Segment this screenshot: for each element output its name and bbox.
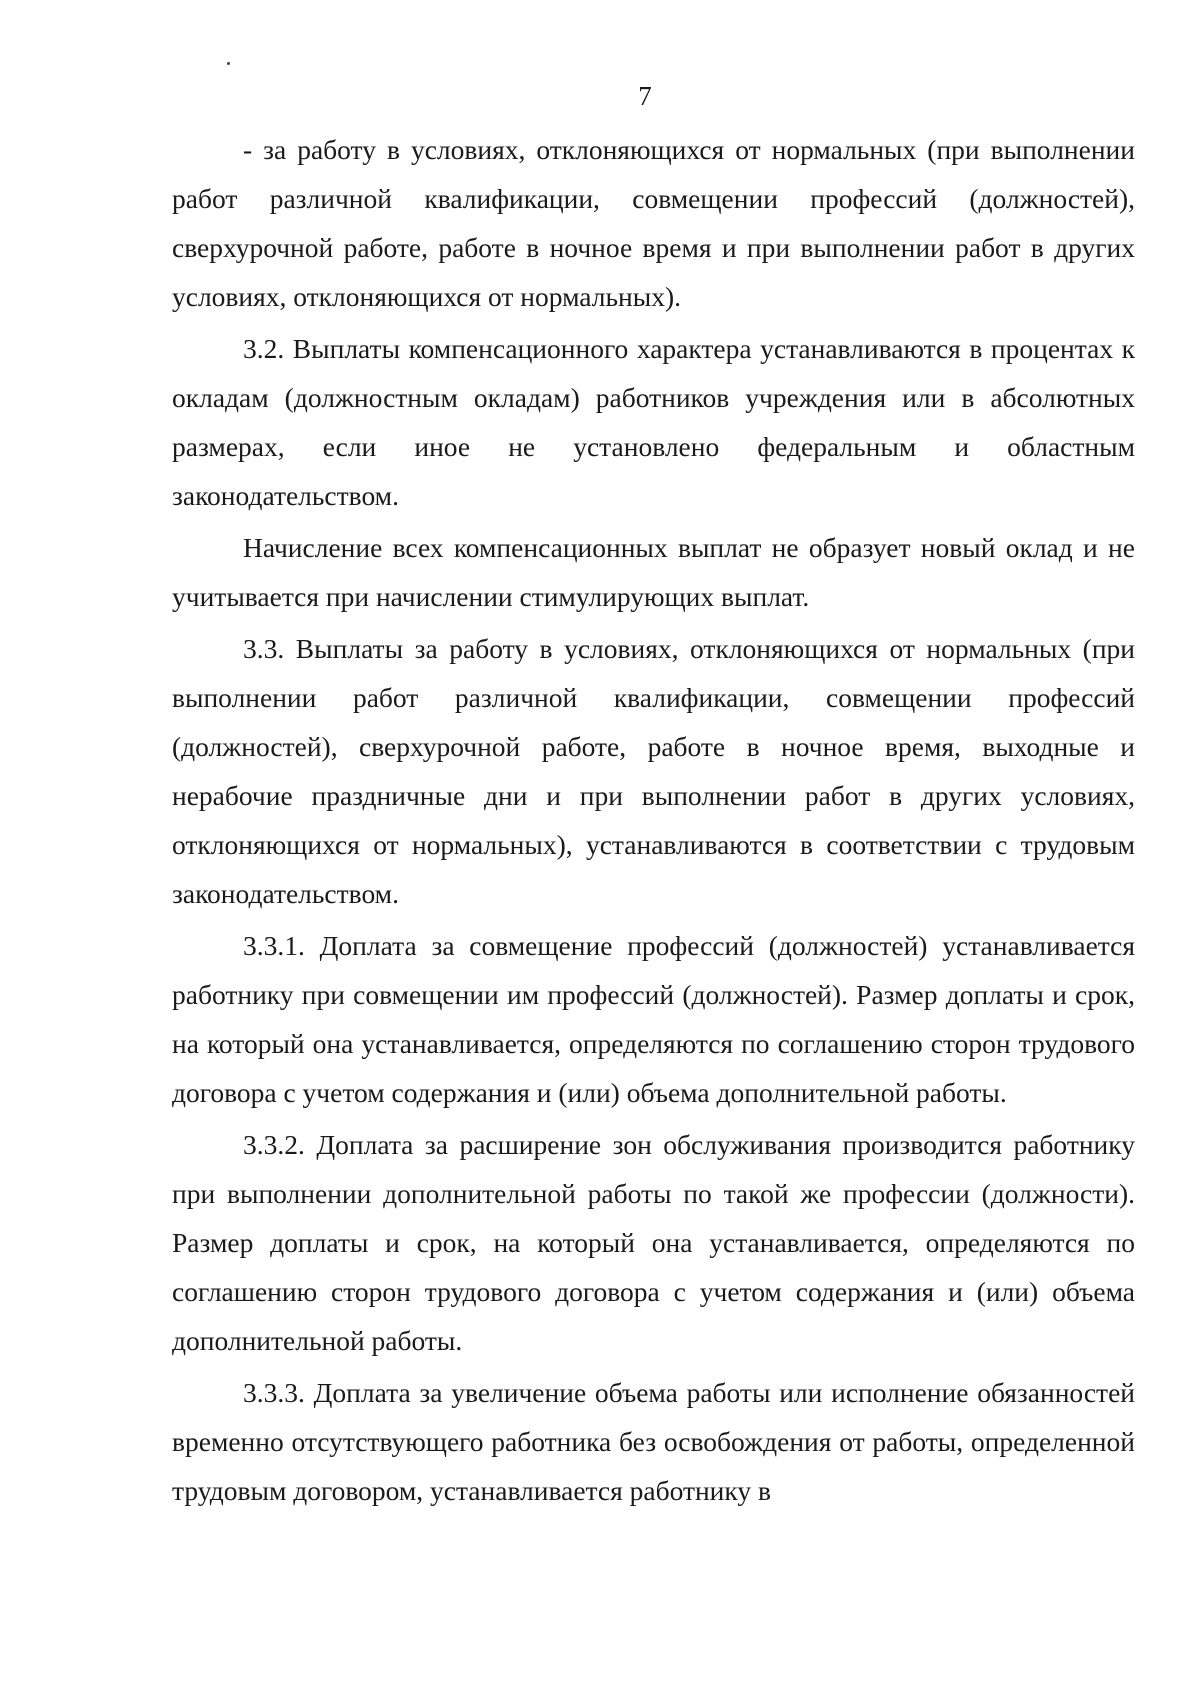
paragraph-3-3-2: 3.3.2. Доплата за расширение зон обслуживания производится работнику при выполнении дополнительной работы по такой же профессии (должности). Размер доплаты и срок, на который она устанавливается, определяются по соглашению сторон трудового договора с учетом содержания и (или) объема дополнительной работы. <box>172 1129 1135 1356</box>
paragraph-3-2: 3.2. Выплаты компенсационного характера устанавливаются в процентах к окладам (должностным окладам) работников учреждения или в абсолютных размерах, если иное не установлено федеральным и областным законодательством. <box>172 333 1135 511</box>
paragraph-compensation-conditions: - за работу в условиях, отклоняющихся от нормальных (при выполнении работ различной квалификации, совмещении профессий (должностей), сверхурочной работе, работе в ночное время и при выполнении работ в других условиях, отклоняющихся от нормальных). <box>172 134 1135 312</box>
paragraph-3-3-3: 3.3.3. Доплата за увеличение объема работы или исполнение обязанностей временно отсутствующего работника без освобождения от работы, определенной трудовым договором, устанавливается работнику в <box>172 1377 1135 1506</box>
paragraph-3-3-1: 3.3.1. Доплата за совмещение профессий (должностей) устанавливается работнику при совмещении им профессий (должностей). Размер доплаты и срок, на который она устанавливается, определяются по соглашению сторон трудового договора с учетом содержания и (или) объема дополнительной работы. <box>172 930 1135 1108</box>
paragraph-calculation-note: Начисление всех компенсационных выплат не образует новый оклад и не учитывается при начислении стимулирующих выплат. <box>172 532 1135 612</box>
scan-speck <box>227 62 230 65</box>
document-body <box>172 125 1135 1515</box>
paragraph-3-3: 3.3. Выплаты за работу в условиях, отклоняющихся от нормальных (при выполнении работ различной квалификации, совмещении профессий (должностей), сверхурочной работе, работе в ночное время, выходные и нерабочие праздничные дни и при выполнении работ в других условиях, отклоняющихся от нормальных), устанавливаются в соответствии с трудовым законодательством. <box>172 633 1135 909</box>
page-number: 7 <box>638 81 652 111</box>
